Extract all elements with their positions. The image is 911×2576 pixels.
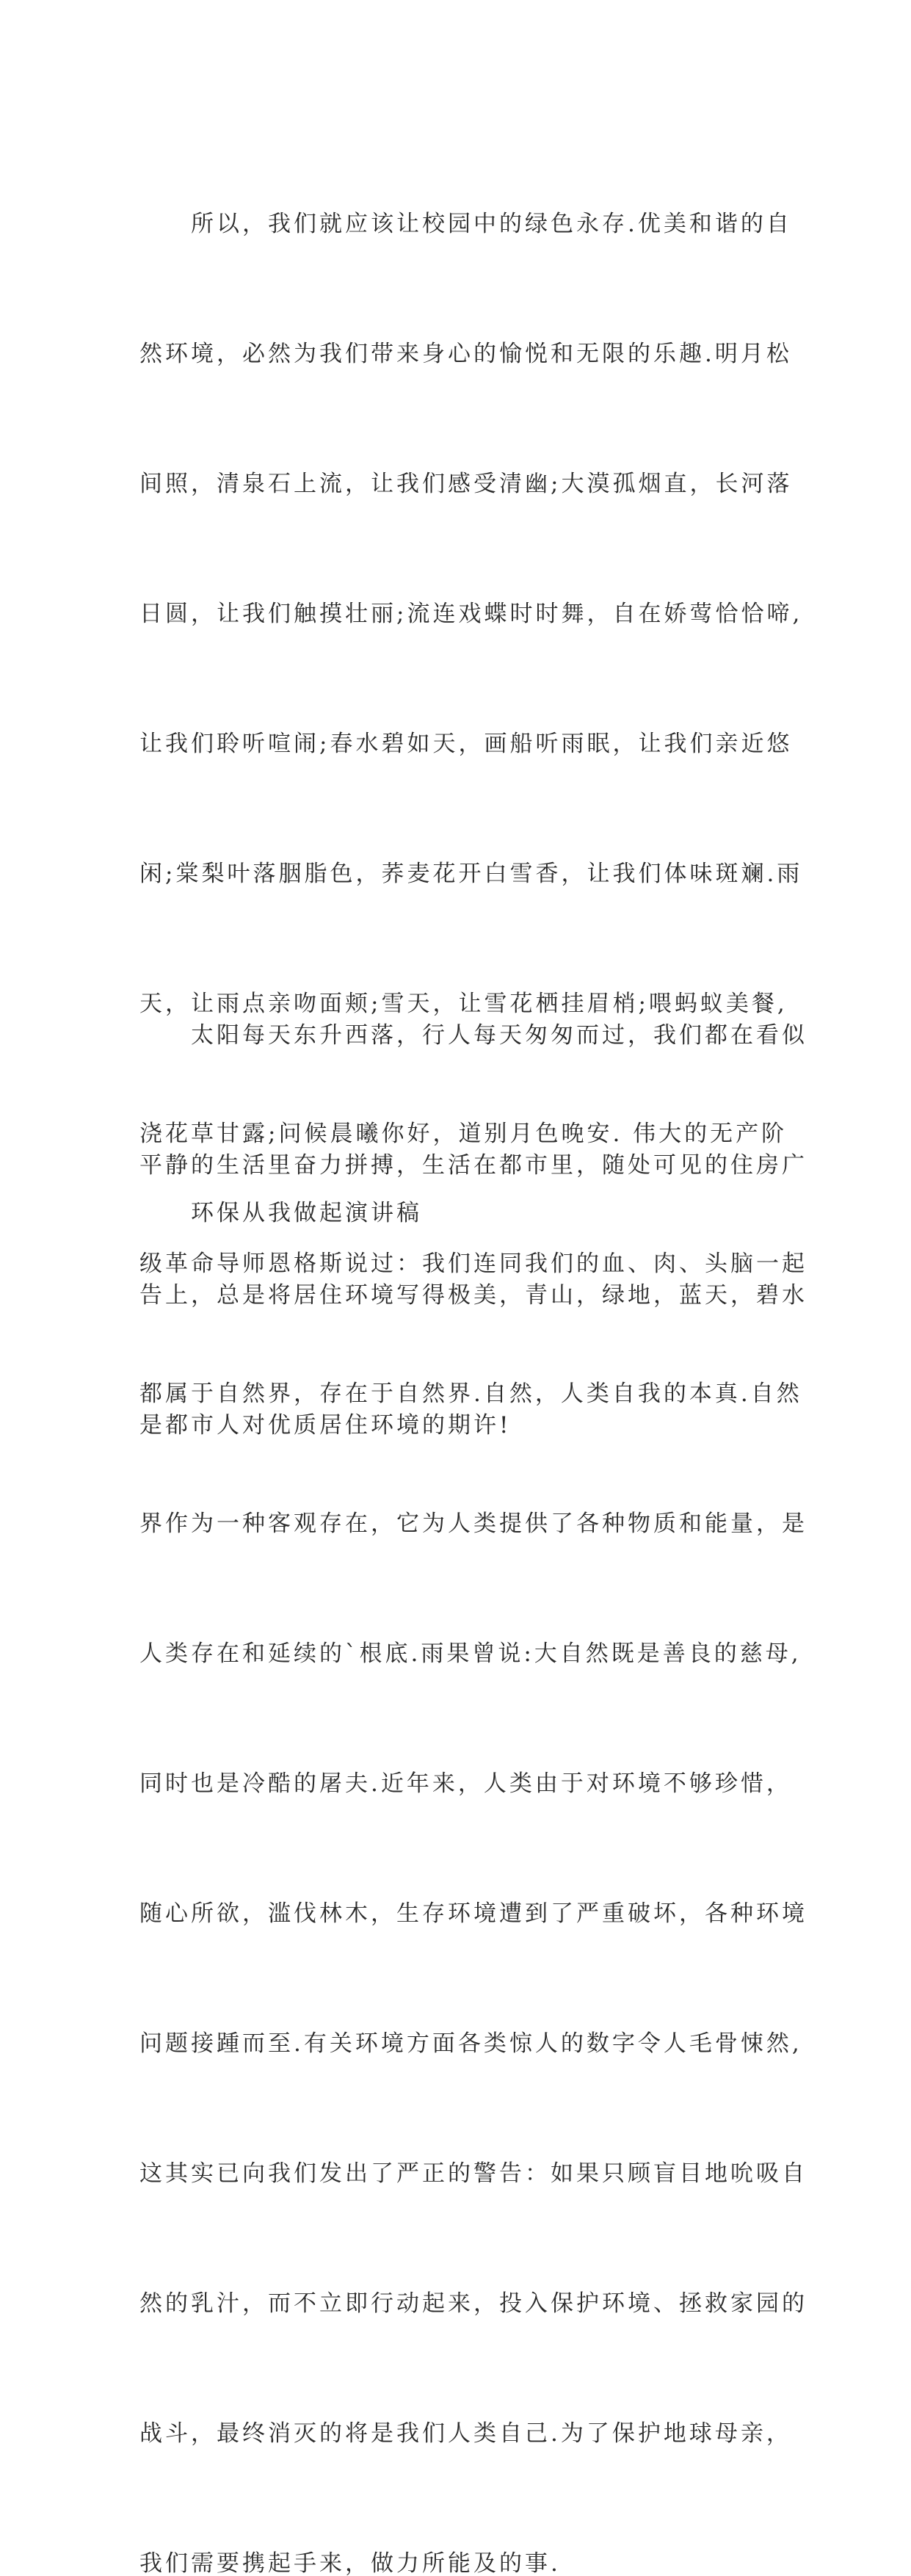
paragraph-line: 闲;棠梨叶落胭脂色，荞麦花开白雪香，让我们体味斑斓.雨	[139, 861, 803, 887]
paragraph-line: 战斗，最终消灭的将是我们人类自己.为了保护地球母亲，	[139, 2420, 792, 2447]
paragraph-line: 所以，我们就应该让校园中的绿色永存.优美和谐的自	[139, 211, 792, 237]
paragraph-line: 然的乳汁，而不立即行动起来，投入保护环境、拯救家园的	[139, 2290, 807, 2317]
paragraph-line: 天，让雨点亲吻面颊;雪天，让雪花栖挂眉梢;喂蚂蚁美餐,	[139, 991, 788, 1017]
paragraph-line: 环保从我做起演讲稿	[139, 1200, 422, 1226]
paragraph-line: 太阳每天东升西落，行人每天匆匆而过，我们都在看似	[139, 1022, 807, 1049]
paragraph-line: 都属于自然界，存在于自然界.自然，人类自我的本真.自然	[139, 1381, 802, 1407]
paragraph-line: 人类存在和延续的`根底.雨果曾说:大自然既是善良的慈母,	[139, 1640, 802, 1667]
paragraph-line: 我们需要携起手来，做力所能及的事.	[139, 2550, 561, 2576]
paragraph-line: 同时也是冷酷的屠夫.近年来，人类由于对环境不够珍惜，	[139, 1770, 792, 1797]
paragraph-line: 问题接踵而至.有关环境方面各类惊人的数字令人毛骨悚然,	[139, 2030, 802, 2057]
paragraph-line: 随心所欲，滥伐林木，生存环境遭到了严重破坏，各种环境	[139, 1900, 807, 1927]
paragraph-line: 平静的生活里奋力拼搏，生活在都市里，随处可见的住房广	[139, 1152, 807, 1179]
paragraph-line: 间照，清泉石上流，让我们感受清幽;大漠孤烟直，长河落	[139, 471, 793, 497]
paragraph-line: 然环境，必然为我们带来身心的愉悦和无限的乐趣.明月松	[139, 341, 792, 367]
paragraph-line: 浇花草甘露;问候晨曦你好，道别月色晚安. 伟大的无产阶	[139, 1121, 788, 1147]
paragraph-line: 告上，总是将居住环境写得极美，青山，绿地，蓝天，碧水	[139, 1282, 807, 1309]
paragraph-3	[139, 1105, 807, 1322]
paragraph-line: 这其实已向我们发出了严正的警告：如果只顾盲目地吮吸自	[139, 2160, 807, 2187]
paragraph-line: 是都市人对优质居住环境的期许!	[139, 1412, 512, 1439]
paragraph-line: 让我们聆听喧闹;春水碧如天，画船听雨眠，让我们亲近悠	[139, 731, 793, 757]
paragraph-line: 日圆，让我们触摸壮丽;流连戏蝶时时舞，自在娇莺恰恰啼,	[139, 601, 803, 627]
paragraph-line: 级革命导师恩格斯说过：我们连同我们的血、肉、头脑一起	[139, 1251, 807, 1277]
paragraph-line: 界作为一种客观存在，它为人类提供了各种物质和能量，是	[139, 1510, 807, 1537]
